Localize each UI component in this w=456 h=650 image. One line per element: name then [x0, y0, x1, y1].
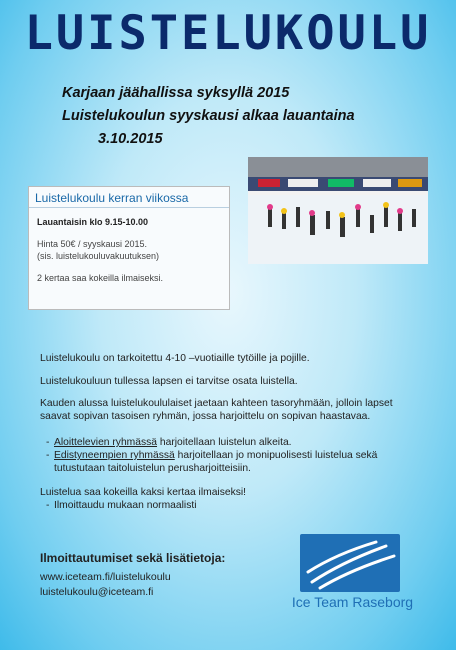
info-box-heading: Luistelukoulu kerran viikossa — [35, 191, 189, 205]
info-time: Lauantaisin klo 9.15-10.00 — [37, 217, 149, 227]
bullet-3-text: Ilmoittaudu mukaan normaalisti — [54, 500, 197, 511]
ice-team-logo — [290, 532, 415, 624]
bullet-2-text: harjoitellaan jo monipuolisesti luistelua sekä — [174, 450, 378, 461]
paragraph-2: Luistelukouluun tullessa lapsen ei tarvitse osata luistella. — [40, 376, 298, 387]
divider — [29, 207, 229, 208]
info-price: Hinta 50€ / syyskausi 2015. — [37, 239, 148, 249]
poster-title: LUISTELUKOULU — [24, 6, 432, 61]
paragraph-3b: saavat sopivan tasoisen ryhmän, jossa harjoittelu on sopivan haastavaa. — [40, 411, 371, 422]
bullet-2-cont: tutustutaan taitoluistelun perusharjoitteisiin. — [54, 463, 251, 474]
info-trial: 2 kertaa saa kokeilla ilmaiseksi. — [37, 273, 164, 283]
info-box — [28, 186, 230, 310]
bullet-1: - Aloittelevien ryhmässä harjoitellaan luistelun alkeita. — [46, 437, 292, 448]
bullet-2-underlined: Edistyneempien ryhmässä — [54, 450, 175, 461]
bullet-1-text: harjoitellaan luistelun alkeita. — [157, 437, 292, 448]
paragraph-4: Luistelua saa kokeilla kaksi kertaa ilmaiseksi! — [40, 487, 247, 498]
info-insurance: (sis. luistelukouluvakuutuksen) — [37, 251, 160, 261]
logo-text: Ice Team Raseborg — [291, 594, 414, 610]
skating-photo — [248, 157, 428, 264]
subtitle-line-1: Karjaan jäähallissa syksyllä 2015 — [62, 85, 290, 101]
contact-email[interactable]: luistelukoulu@iceteam.fi — [40, 586, 154, 598]
bullet-3: - Ilmoittaudu mukaan normaalisti — [46, 500, 197, 511]
subtitle-date: 3.10.2015 — [98, 131, 163, 147]
bullet-2: - Edistyneempien ryhmässä harjoitellaan jo monipuolisesti luistelua sekä — [46, 450, 378, 461]
paragraph-1: Luistelukoulu on tarkoitettu 4-10 –vuotiaille tytöille ja pojille. — [40, 353, 310, 364]
contact-heading: Ilmoittautumiset sekä lisätietoja: — [40, 551, 226, 565]
paragraph-3a: Kauden alussa luistelukoululaiset jaetaan kahteen tasoryhmään, jolloin lapset — [40, 398, 393, 409]
subtitle-line-2: Luistelukoulun syyskausi alkaa lauantaina — [62, 108, 355, 124]
bullet-1-underlined: Aloittelevien ryhmässä — [54, 437, 158, 448]
contact-url[interactable]: www.iceteam.fi/luistelukoulu — [40, 571, 171, 583]
